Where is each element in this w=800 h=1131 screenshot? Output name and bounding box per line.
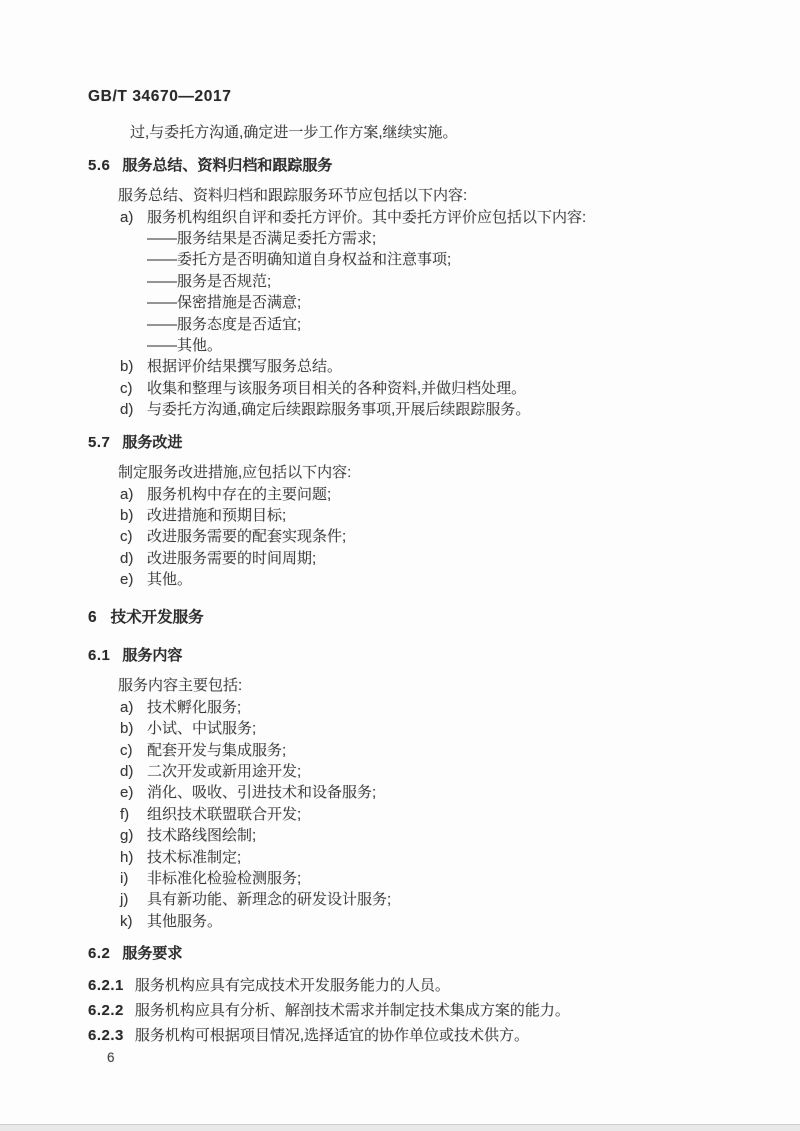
list-item-text: 技术孵化服务;: [147, 698, 242, 716]
clause-number: 5.6: [88, 156, 111, 174]
list-item-text: 小试、中试服务;: [147, 720, 257, 738]
list-item: [88, 399, 718, 420]
paragraph-text: 制定服务改进措施,应包括以下内容:: [118, 464, 352, 482]
list-item-text: 改进措施和预期目标;: [147, 506, 287, 524]
list-item-label: i): [120, 870, 129, 887]
list-item-label: b): [120, 720, 134, 738]
dash-item-text: ——委托方是否明确知道自身权益和注意事项;: [147, 251, 452, 269]
list-item: [88, 911, 718, 932]
list-item-label: a): [120, 698, 134, 716]
list-item: [88, 505, 718, 526]
list-item: [88, 378, 718, 399]
list-item: [88, 484, 718, 505]
dash-item-text: ——其他。: [147, 337, 223, 355]
clause-heading: [88, 645, 718, 666]
list-item-text: 具有新功能、新理念的研发设计服务;: [147, 891, 392, 909]
dash-item-text: ——保密措施是否满意;: [147, 294, 302, 312]
clause-text: 服务机构可根据项目情况,选择适宜的协作单位或技术供方。: [134, 1026, 530, 1044]
list-item: [88, 825, 718, 846]
clause-number: 6.2: [88, 945, 111, 963]
clause-title: 服务改进: [122, 433, 183, 451]
list-item-label: d): [120, 401, 134, 419]
list-item-text: 改进服务需要的配套实现条件;: [147, 528, 347, 546]
clause-title: 服务要求: [122, 945, 183, 963]
clause-heading: [88, 432, 718, 453]
list-item-label: c): [120, 741, 133, 759]
list-item-text: 其他。: [147, 571, 193, 589]
paragraph-continuation: [88, 122, 718, 143]
list-item: [88, 847, 718, 868]
list-item: [88, 207, 718, 228]
chapter-number: 6: [88, 608, 97, 626]
list-item-text: 消化、吸收、引进技术和设备服务;: [147, 784, 377, 802]
clause-number: 5.7: [88, 433, 111, 451]
dash-list-item: [88, 292, 718, 313]
dash-item-text: ——服务态度是否适宜;: [147, 315, 302, 333]
dash-list-item: [88, 271, 718, 292]
list-item-label: f): [120, 805, 130, 823]
list-item-text: 根据评价结果撰写服务总结。: [147, 358, 343, 376]
list-item-text: 服务机构组织自评和委托方评价。其中委托方评价应包括以下内容:: [147, 208, 587, 226]
list-item-text: 其他服务。: [147, 912, 223, 930]
clause-title: 服务总结、资料归档和跟踪服务: [122, 156, 333, 174]
list-item-label: c): [120, 379, 133, 397]
numbered-clause: [88, 1024, 718, 1047]
dash-item-text: ——服务是否规范;: [147, 272, 272, 290]
standard-number-header: GB/T 34670—2017: [88, 88, 232, 105]
paragraph-text: 服务内容主要包括:: [118, 677, 243, 695]
clause-text: 服务机构应具有完成技术开发服务能力的人员。: [134, 976, 450, 994]
list-item-label: j): [120, 891, 129, 909]
list-item-label: d): [120, 549, 134, 567]
clause-number: 6.2.1: [88, 976, 124, 994]
document-body: [88, 122, 718, 1046]
paragraph-text: 过,与委托方沟通,确定进一步工作方案,继续实施。: [130, 124, 458, 142]
list-item-text: 收集和整理与该服务项目相关的各种资料,并做归档处理。: [147, 379, 527, 397]
clause-number: 6.2.2: [88, 1001, 124, 1019]
list-item-label: b): [120, 506, 134, 524]
list-item: [88, 548, 718, 569]
list-item: [88, 804, 718, 825]
list-item-text: 服务机构中存在的主要问题;: [147, 485, 332, 503]
clause-number: 6.2.3: [88, 1026, 124, 1044]
list-item: [88, 761, 718, 782]
list-item-label: b): [120, 358, 134, 376]
clause-number: 6.1: [88, 646, 111, 664]
dash-list-item: [88, 335, 718, 356]
clause-text: 服务机构应具有分析、解剖技术需求并制定技术集成方案的能力。: [134, 1001, 570, 1019]
list-item: [88, 889, 718, 910]
list-item: [88, 782, 718, 803]
chapter-heading: [88, 607, 718, 628]
clause-heading: [88, 943, 718, 964]
list-item-label: d): [120, 762, 134, 780]
list-item: [88, 356, 718, 377]
list-item-label: g): [120, 827, 134, 845]
list-item-text: 技术路线图绘制;: [147, 827, 257, 845]
list-item-label: a): [120, 485, 134, 503]
clause-title: 服务内容: [122, 646, 183, 664]
dash-list-item: [88, 228, 718, 249]
list-item: [88, 697, 718, 718]
paragraph: [88, 462, 718, 483]
page-number: 6: [107, 1049, 115, 1065]
list-item-label: k): [120, 912, 133, 930]
list-item: [88, 569, 718, 590]
list-item-label: h): [120, 848, 134, 866]
list-item-text: 组织技术联盟联合开发;: [147, 805, 302, 823]
numbered-clause: [88, 974, 718, 997]
paragraph: [88, 675, 718, 696]
chapter-title: 技术开发服务: [110, 608, 204, 626]
dash-item-text: ——服务结果是否满足委托方需求;: [147, 230, 377, 248]
list-item-text: 非标准化检验检测服务;: [147, 870, 302, 887]
list-item-text: 技术标准制定;: [147, 848, 242, 866]
dash-list-item: [88, 314, 718, 335]
list-item: [88, 526, 718, 547]
dash-list-item: [88, 249, 718, 270]
page-content: [88, 86, 718, 1068]
numbered-clause: [88, 999, 718, 1022]
list-item-label: e): [120, 571, 134, 589]
paragraph-text: 服务总结、资料归档和跟踪服务环节应包括以下内容:: [118, 187, 468, 205]
list-item-text: 与委托方沟通,确定后续跟踪服务事项,开展后续跟踪服务。: [147, 401, 531, 419]
list-item-text: 二次开发或新用途开发;: [147, 762, 302, 780]
list-item-text: 配套开发与集成服务;: [147, 741, 287, 759]
list-item: [88, 868, 718, 889]
list-item: [88, 718, 718, 739]
list-item: [88, 740, 718, 761]
list-item-label: c): [120, 528, 133, 546]
scan-edge-strip: [0, 1124, 800, 1131]
paragraph: [88, 185, 718, 206]
list-item-label: a): [120, 208, 134, 226]
list-item-text: 改进服务需要的时间周期;: [147, 549, 317, 567]
list-item-label: e): [120, 784, 134, 802]
clause-heading: [88, 155, 718, 176]
